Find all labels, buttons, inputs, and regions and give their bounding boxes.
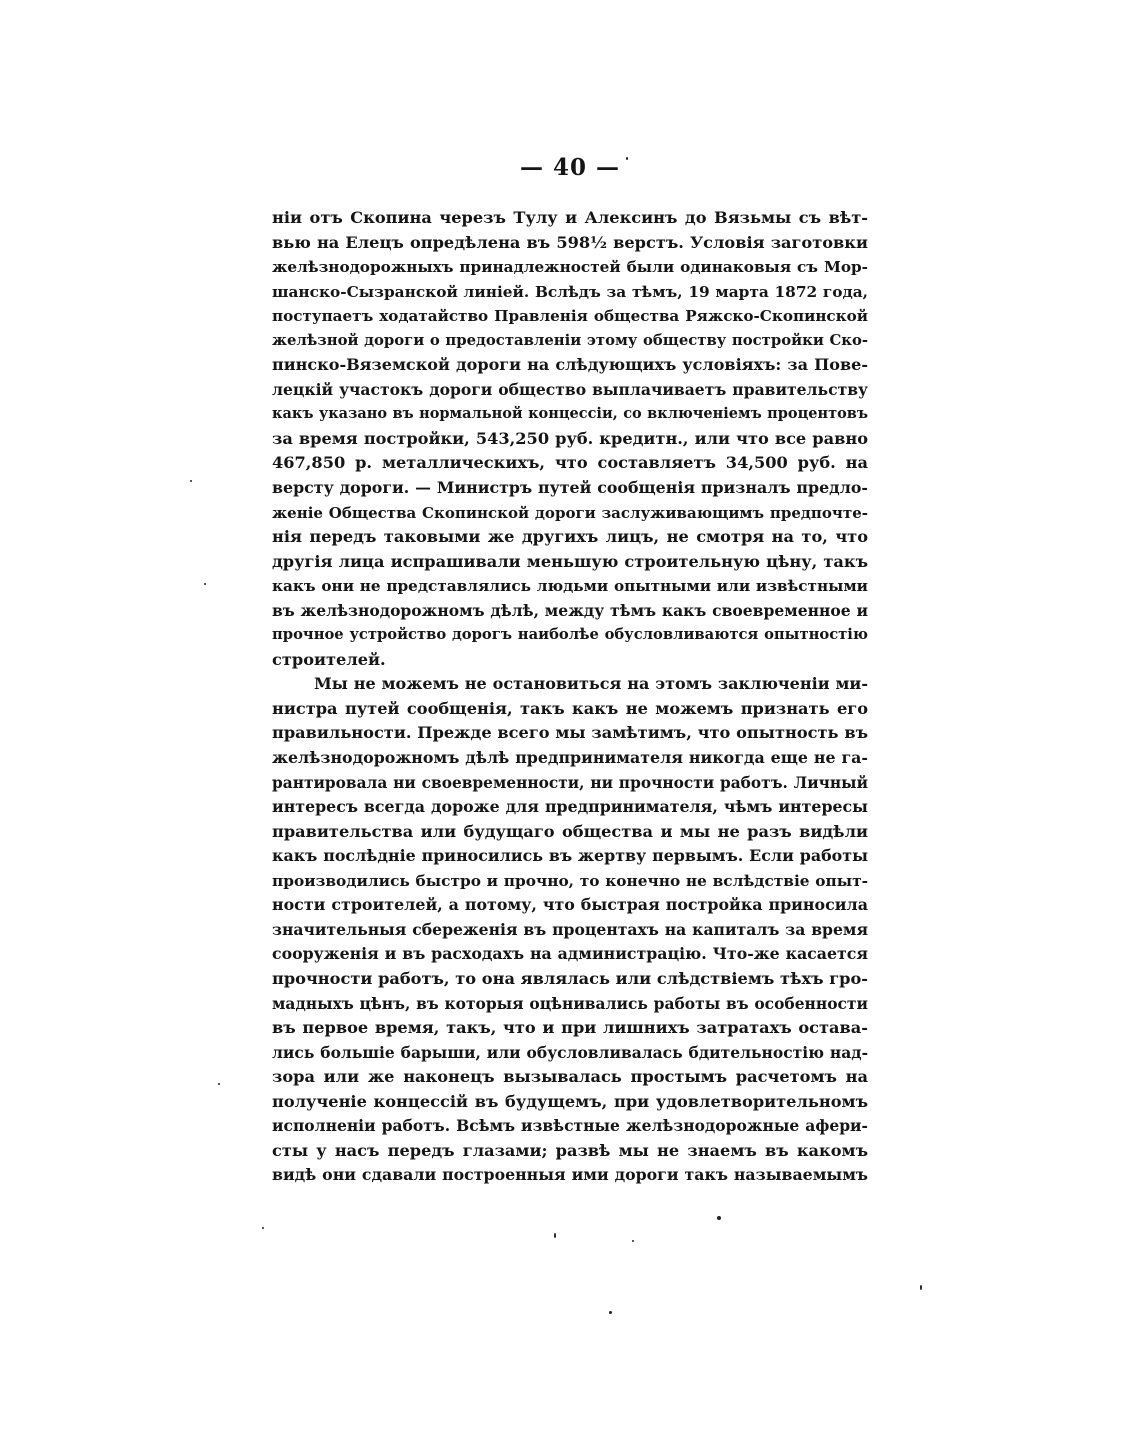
text-line: въ первое время, такъ, что и при лишнихъ затратахъ остава- — [272, 1018, 868, 1038]
page-number: — 40 — — [519, 154, 621, 181]
text-line: зора или же наконецъ вызывалась простымъ расчетомъ на — [272, 1067, 868, 1087]
scan-speck — [262, 1227, 264, 1229]
text-line: строителей. — [272, 649, 386, 669]
text-line: лецкій участокъ дороги общество выплачиваетъ правительству — [272, 379, 868, 399]
text-line: желѣзнодорожномъ дѣлѣ предпринимателя никогда еще не га- — [272, 748, 868, 768]
body-text — [272, 206, 868, 1188]
text-line: какъ они не представлялись людьми опытными или извѣстными — [272, 577, 868, 596]
scan-speck — [609, 1311, 612, 1314]
scan-speck — [632, 1240, 634, 1242]
text-line: лись большіе барыши, или обусловливалась бдительностію над- — [272, 1042, 868, 1062]
text-line: вью на Елецъ опредѣлена въ 598½ верстъ. Условія заготовки — [272, 232, 868, 252]
text-line: поступаетъ ходатайство Правленія общества Ряжско-Скопинской — [272, 307, 868, 326]
text-line: пинско-Вяземской дороги на слѣдующихъ условіяхъ: за Пове- — [272, 355, 868, 375]
scan-speck — [190, 480, 192, 482]
text-line: Мы не можемъ не остановиться на этомъ заключеніи ми- — [314, 674, 868, 694]
text-line: какъ послѣдніе приносились въ жертву первымъ. Если работы — [272, 846, 868, 866]
text-line: правильности. Прежде всего мы замѣтимъ, что опытность въ — [272, 723, 868, 743]
text-line: сты у насъ передъ глазами; развѣ мы не знаемъ въ какомъ — [272, 1140, 868, 1160]
text-line: рантировала ни своевременности, ни прочности работъ. Личный — [272, 773, 868, 792]
text-line: въ желѣзнодорожномъ дѣлѣ, между тѣмъ какъ своевременное и — [272, 600, 868, 620]
text-line: сооруженія и въ расходахъ на администрацію. Что-же касается — [272, 944, 868, 964]
scan-speck — [218, 1083, 220, 1085]
text-line: желѣзнодорожныхъ принадлежностей были одинаковыя съ Мор- — [272, 258, 868, 277]
scan-speck — [554, 1233, 556, 1238]
scan-speck — [717, 1216, 721, 1220]
scan-speck — [204, 583, 206, 585]
text-line: ности строителей, а потому, что быстрая постройка приносила — [272, 895, 868, 915]
text-line: значительныя сбереженія въ процентахъ на капиталъ за время — [272, 919, 868, 939]
text-line: мадныхъ цѣнъ, въ которыя оцѣнивались работы въ особенности — [272, 993, 868, 1013]
text-line: видѣ они сдавали построенныя ими дороги такъ называемымъ — [272, 1165, 868, 1185]
text-line: 467,850 р. металлическихъ, что составляетъ 34,500 руб. на — [272, 453, 868, 473]
text-line: интересъ всегда дороже для предпринимателя, чѣмъ интересы — [272, 797, 868, 817]
text-line: нистра путей сообщенія, такъ какъ не можемъ признать его — [272, 698, 868, 718]
text-line: прочное устройство дорогъ наиболѣе обусловливаются опытностію — [272, 626, 868, 644]
scan-speck — [626, 157, 628, 160]
text-line: исполненіи работъ. Всѣмъ извѣстные желѣзнодорожные афери- — [272, 1116, 868, 1136]
text-line: прочности работъ, то она являлась или слѣдствіемъ тѣхъ гро- — [272, 968, 868, 988]
text-line: производились быстро и прочно, то конечно не вслѣдствіе опыт- — [272, 871, 868, 890]
text-line: правительства или будущаго общества и мы не разъ видѣли — [272, 821, 868, 841]
text-line: версту дороги. — Министръ путей сообщенія призналъ предло- — [272, 478, 868, 498]
text-line: полученіе концессій въ будущемъ, при удовлетворительномъ — [272, 1091, 868, 1111]
scan-speck — [920, 1285, 922, 1290]
text-line: желѣзной дороги о предоставленіи этому обществу постройки Ско- — [272, 331, 868, 349]
text-line: шанско-Сызранской линіей. Вслѣдъ за тѣмъ, 19 марта 1872 года, — [272, 282, 868, 301]
text-line: женіе Общества Скопинской дороги заслуживающимъ предпочте- — [272, 503, 868, 522]
text-line: другія лица испрашивали меньшую строительную цѣну, такъ — [272, 551, 868, 571]
text-line: какъ указано въ нормальной концессіи, со включеніемъ процентовъ — [272, 405, 868, 423]
text-line: за время постройки, 543,250 руб. кредитн., или что все равно — [272, 428, 868, 448]
text-line: ніи отъ Скопина черезъ Тулу и Алексинъ до Вязьмы съ вѣт- — [272, 208, 868, 227]
text-line: нія передъ таковыми же другихъ лицъ, не смотря на то, что — [272, 527, 868, 547]
